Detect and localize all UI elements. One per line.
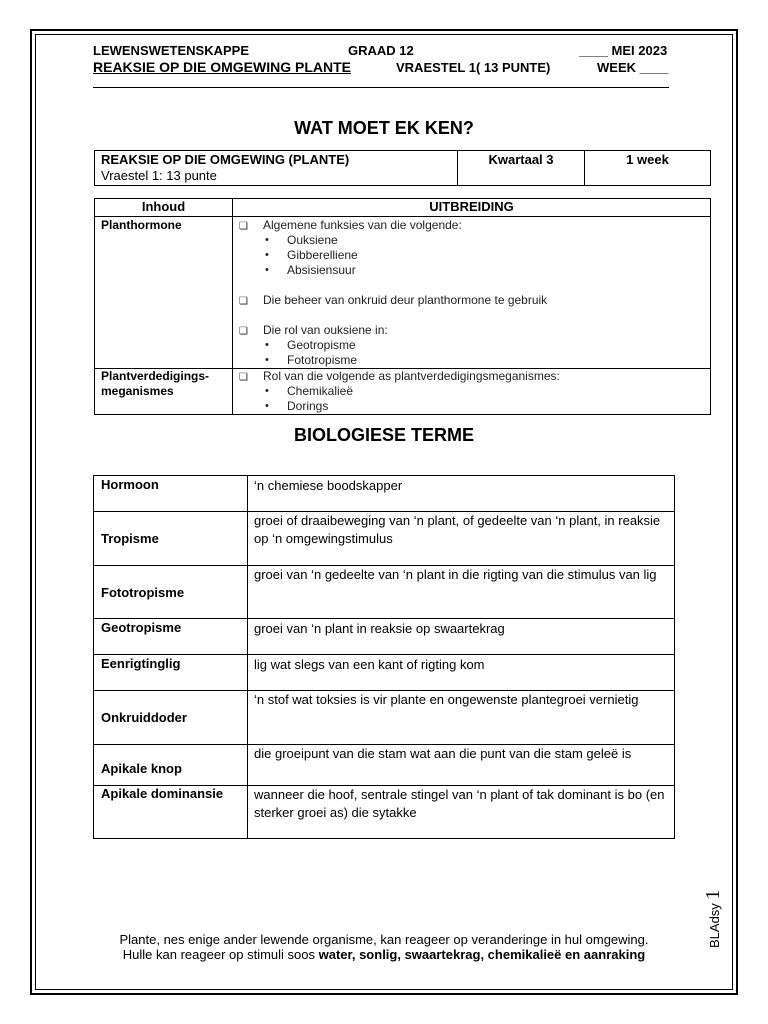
terms-table [93, 475, 675, 839]
term-cell: Eenrigtinglig [94, 655, 248, 691]
summary-topic: REAKSIE OP DIE OMGEWING (PLANTE) [101, 152, 350, 167]
definition-cell: groei van ‘n gedeelte van ‘n plant in die rigting van die stimulus van lig [248, 566, 675, 619]
content-table [94, 198, 711, 415]
summary-paper-marks: Vraestel 1: 13 punte [101, 168, 217, 183]
list-subitem: • Dorings [265, 399, 329, 413]
grade-label: GRAAD 12 [348, 43, 414, 58]
term-cell: Fototropisme [94, 566, 248, 619]
footer-line-2-plain: Hulle kan reageer op stimuli soos [122, 947, 319, 962]
page-label [703, 884, 723, 948]
definition-cell: wanneer die hoof, sentrale stingel van ‘n plant of tak dominant is bo (en sterker groei as) die sytakke [248, 786, 675, 839]
definition-cell: ‘n chemiese boodskapper [248, 476, 675, 512]
checkbox-bullet-icon: ❑ [239, 296, 248, 307]
definition-cell: groei van ‘n plant in reaksie op swaartekrag [248, 619, 675, 655]
list-item: ❑ Algemene funksies van die volgende: [239, 218, 462, 232]
content-header-inhoud: Inhoud [95, 199, 233, 217]
content-uitbreiding-cell [233, 369, 711, 415]
content-uitbreiding-cell [233, 217, 711, 369]
footer-line-2 [0, 947, 768, 963]
what-to-know-heading: WAT MOET EK KEN? [294, 118, 474, 138]
checkbox-bullet-icon: ❑ [239, 326, 248, 337]
list-subitem: • Gibberelliene [265, 248, 358, 262]
list-item: ❑ Rol van die volgende as plantverdedigingsmeganismes: [239, 369, 560, 383]
list-subitem: • Absisiensuur [265, 263, 356, 277]
footer-line-2-bold: water, sonlig, swaartekrag, chemikalieë en aanraking [318, 947, 646, 962]
summary-duration: 1 week [585, 151, 711, 186]
summary-topic-cell [95, 151, 458, 186]
term-cell: Geotropisme [94, 619, 248, 655]
biological-terms-heading: BIOLOGIESE TERME [293, 425, 475, 445]
list-subitem: • Geotropisme [265, 338, 356, 352]
list-item: ❑ Die rol van ouksiene in: [239, 323, 388, 337]
term-cell: Tropisme [94, 512, 248, 566]
checkbox-bullet-icon: ❑ [239, 372, 248, 383]
term-cell: Apikale dominansie [94, 786, 248, 839]
definition-cell: die groeipunt van die stam wat aan die punt van die stam geleë is [248, 745, 675, 786]
paper-label: VRAESTEL 1( 13 PUNTE) [396, 60, 551, 75]
term-cell: Onkruiddoder [94, 691, 248, 745]
summary-table [94, 150, 711, 186]
list-subitem: • Chemikalieë [265, 384, 354, 398]
term-cell: Apikale knop [94, 745, 248, 786]
list-subitem: • Fototropisme [265, 353, 358, 367]
list-subitem: • Ouksiene [265, 233, 338, 247]
summary-term: Kwartaal 3 [458, 151, 585, 186]
page-number: 1 [702, 889, 724, 900]
header-rule [93, 87, 669, 88]
definition-cell: ‘n stof wat toksies is vir plante en ongewenste plantegroei vernietig [248, 691, 675, 745]
list-item: ❑ Die beheer van onkruid deur planthormone te gebruik [239, 293, 548, 307]
content-inhoud-cell: Planthormone [95, 217, 233, 369]
footer-line-1: Plante, nes enige ander lewende organisme, kan reageer op veranderinge in hul omgewing. [119, 932, 649, 947]
date-label: ____ MEI 2023 [579, 43, 668, 58]
subject-label: LEWENSWETENSKAPPE [93, 43, 250, 58]
topic-label: REAKSIE OP DIE OMGEWING PLANTE [93, 59, 351, 75]
content-inhoud-cell: Plantverdedigings-meganismes [95, 369, 233, 415]
term-cell: Hormoon [94, 476, 248, 512]
content-header-uitbreiding: UITBREIDING [233, 199, 711, 217]
checkbox-bullet-icon: ❑ [239, 221, 248, 232]
definition-cell: groei of draaibeweging van ‘n plant, of gedeelte van ‘n plant, in reaksie op ‘n omgewingstimulus [248, 512, 675, 566]
week-label: WEEK ____ [597, 60, 669, 75]
page-label-text: BLAdsy [707, 903, 722, 948]
definition-cell: lig wat slegs van een kant of rigting kom [248, 655, 675, 691]
